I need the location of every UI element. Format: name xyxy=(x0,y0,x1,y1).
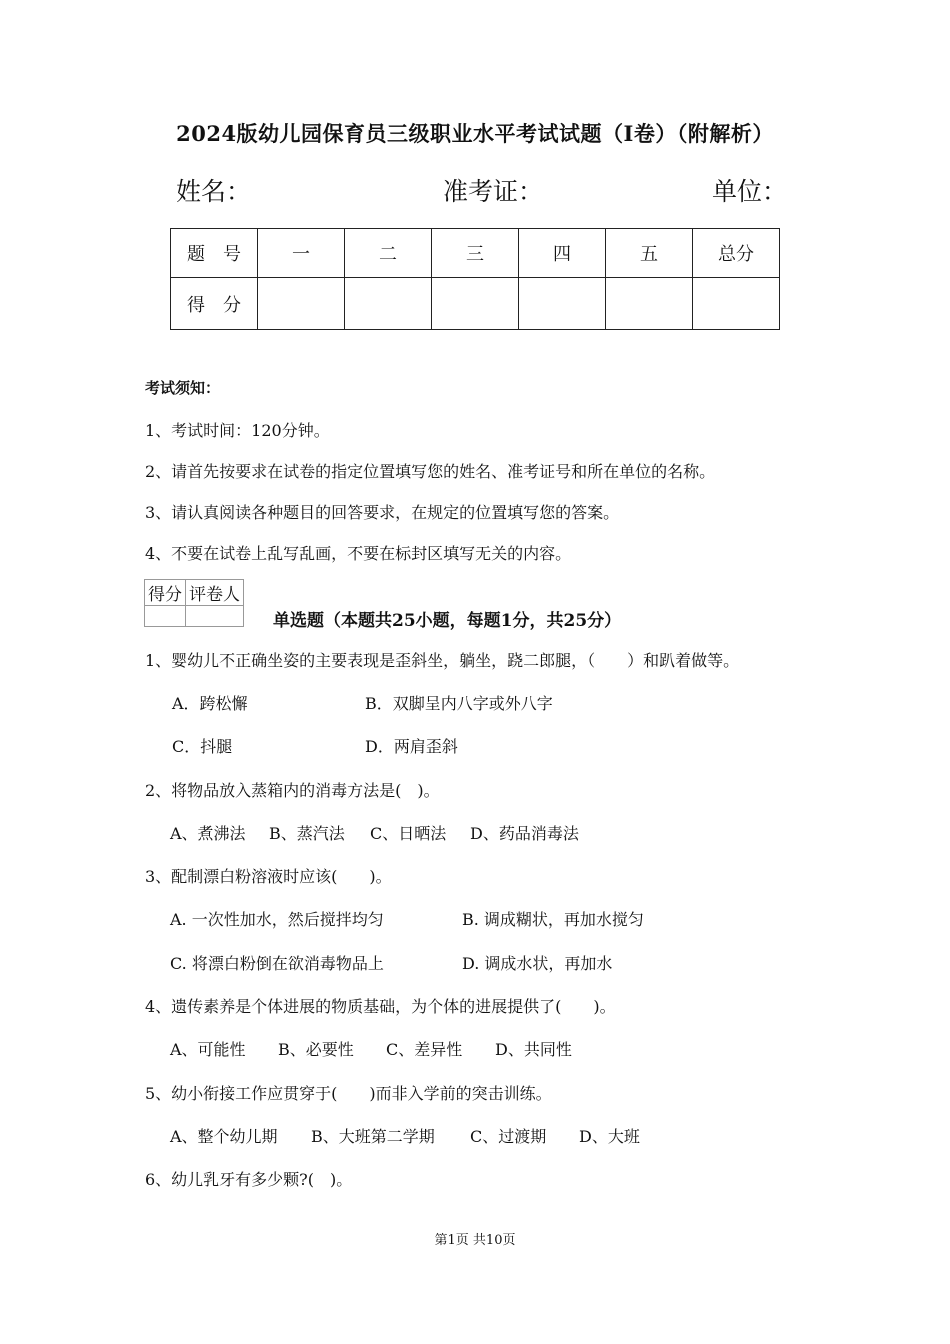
score-table-header-cell: 五 xyxy=(606,229,693,278)
question-option[interactable]: A、整个幼儿期 xyxy=(170,1127,278,1146)
question-option[interactable]: D、共同性 xyxy=(495,1040,572,1059)
question-option[interactable]: A、可能性 xyxy=(170,1040,246,1059)
question-stem: 2、将物品放入蒸箱内的消毒方法是( )。 xyxy=(145,781,440,800)
score-table-header-cell: 题 号 xyxy=(171,229,258,278)
grader-score-cell[interactable] xyxy=(145,606,186,627)
question-option[interactable]: D、大班 xyxy=(579,1127,640,1146)
question-option[interactable]: C、过渡期 xyxy=(470,1127,547,1146)
question-option[interactable]: B．双脚呈内八字或外八字 xyxy=(365,694,553,713)
score-cell[interactable] xyxy=(606,278,693,330)
page-footer: 第1页 共10页 xyxy=(434,1233,516,1248)
question-stem: 6、幼儿乳牙有多少颗?( )。 xyxy=(145,1170,353,1189)
question-stem: 1、婴幼儿不正确坐姿的主要表现是歪斜坐，躺坐，跷二郎腿，（ ）和趴着做等。 xyxy=(145,651,740,670)
score-cell[interactable] xyxy=(432,278,519,330)
question-option[interactable]: A．跨松懈 xyxy=(172,694,248,713)
question-option[interactable]: A. 一次性加水，然后搅拌均匀 xyxy=(170,910,384,929)
score-cell[interactable] xyxy=(519,278,606,330)
score-table-header-cell: 总分 xyxy=(693,229,780,278)
question-option[interactable]: C. 将漂白粉倒在欲消毒物品上 xyxy=(170,954,384,973)
question-option[interactable]: C．抖腿 xyxy=(172,737,233,756)
score-row-label: 得 分 xyxy=(171,278,258,330)
exam-id-field-label: 准考证： xyxy=(443,177,544,206)
notice-heading: 考试须知： xyxy=(145,379,221,397)
score-cell[interactable] xyxy=(258,278,345,330)
score-cell[interactable] xyxy=(693,278,780,330)
score-table-header-cell: 四 xyxy=(519,229,606,278)
score-table-score-row xyxy=(171,278,780,330)
notice-item: 4、不要在试卷上乱写乱画，不要在标封区填写无关的内容。 xyxy=(145,544,572,563)
notice-item: 3、请认真阅读各种题目的回答要求，在规定的位置填写您的答案。 xyxy=(145,503,620,522)
grader-score-label: 得分 xyxy=(145,580,186,606)
question-stem: 4、遗传素养是个体进展的物质基础，为个体的进展提供了( )。 xyxy=(145,997,616,1016)
question-option[interactable]: C、日晒法 xyxy=(370,824,447,843)
score-table-header-cell: 一 xyxy=(258,229,345,278)
question-option[interactable]: B. 调成糊状，再加水搅匀 xyxy=(462,910,644,929)
score-table xyxy=(170,228,780,330)
question-option[interactable]: B、大班第二学期 xyxy=(311,1127,435,1146)
name-field-label: 姓名： xyxy=(176,177,252,206)
grader-reviewer-label: 评卷人 xyxy=(186,580,244,606)
exam-title: 2024版幼儿园保育员三级职业水平考试试题（I卷）（附解析） xyxy=(176,121,774,146)
notice-item: 2、请首先按要求在试卷的指定位置填写您的姓名、准考证号和所在单位的名称。 xyxy=(145,462,716,481)
score-table-header-cell: 二 xyxy=(345,229,432,278)
section-title: 单选题（本题共25小题，每题1分，共25分） xyxy=(273,611,622,631)
question-option[interactable]: D．两肩歪斜 xyxy=(365,737,458,756)
notice-item: 1、考试时间：120分钟。 xyxy=(145,421,330,440)
score-table-header-cell: 三 xyxy=(432,229,519,278)
unit-field-label: 单位： xyxy=(712,177,788,206)
question-option[interactable]: D. 调成水状，再加水 xyxy=(462,954,613,973)
score-table-header-row xyxy=(171,229,780,278)
question-option[interactable]: B、蒸汽法 xyxy=(269,824,345,843)
score-cell[interactable] xyxy=(345,278,432,330)
question-option[interactable]: D、药品消毒法 xyxy=(470,824,579,843)
question-option[interactable]: A、煮沸法 xyxy=(170,824,246,843)
question-stem: 3、配制漂白粉溶液时应该( )。 xyxy=(145,867,392,886)
question-option[interactable]: B、必要性 xyxy=(278,1040,354,1059)
grader-box xyxy=(144,579,244,627)
question-option[interactable]: C、差异性 xyxy=(386,1040,463,1059)
question-stem: 5、幼小衔接工作应贯穿于( )而非入学前的突击训练。 xyxy=(145,1084,552,1103)
grader-reviewer-cell[interactable] xyxy=(186,606,244,627)
